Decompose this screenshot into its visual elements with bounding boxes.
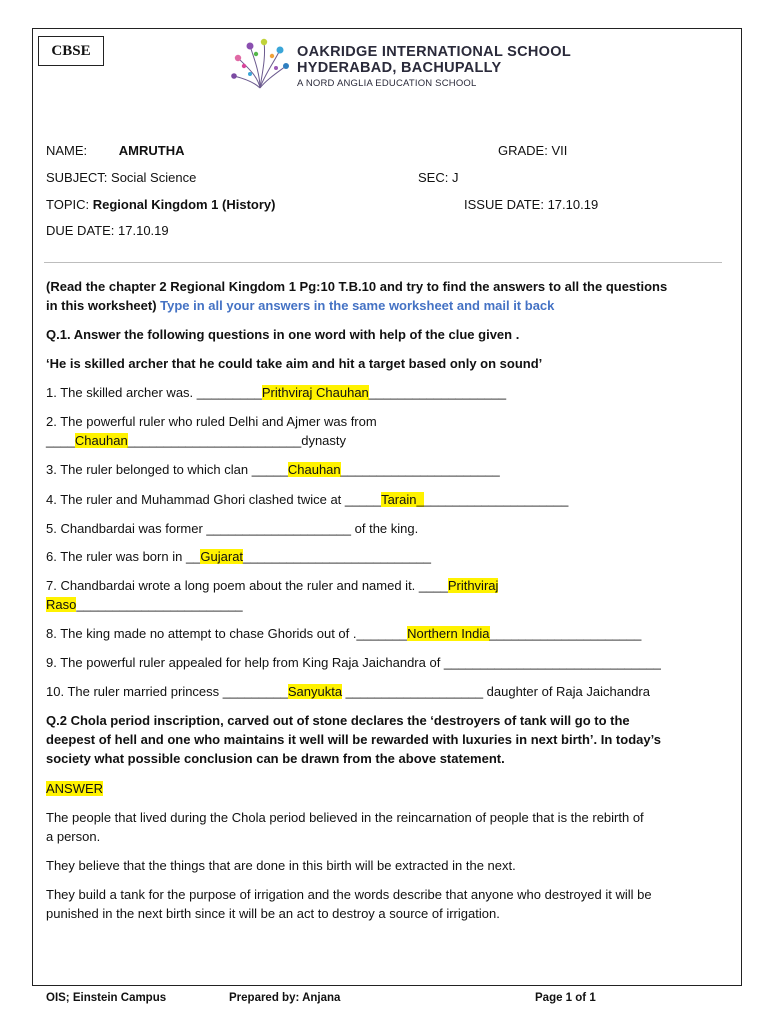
answer-text[interactable]: Gujarat [200,549,244,564]
q1-item-10 [46,683,650,700]
answer-text[interactable]: Raso [46,597,77,612]
school-header [297,44,571,92]
instructions-highlight: Type in all your answers in the same worksheet and mail it back [160,298,555,313]
school-location: HYDERABAD, BACHUPALLY [297,60,502,76]
question-text: 3. The ruler belonged to which clan _____ [46,462,288,477]
topic-value: Regional Kingdom 1 (History) [92,197,276,212]
answer-text[interactable]: Northern India [407,626,490,641]
blank-line: ____ [46,433,75,448]
instructions-line-2 [46,297,554,314]
question-text: ___________________ daughter of Raja Jaichandra [342,684,650,699]
name-label: NAME: [46,143,88,158]
school-name: OAKRIDGE INTERNATIONAL SCHOOL [297,44,571,60]
due-date-label: DUE DATE: [46,223,115,238]
blank-line: ____________________ [423,492,569,507]
q1-item-2-cont [46,432,346,449]
question-text: 1. The skilled archer was. _________ [46,385,262,400]
issue-date-value: 17.10.19 [547,197,599,212]
q2-line-1: Q.2 Chola period inscription, carved out of stone declares the ‘destroyers of tank will go to the [46,713,630,728]
question-text: 4. The ruler and Muhammad Ghori clashed twice at _____ [46,492,382,507]
school-logo-icon [228,36,292,92]
q1-heading: Q.1. Answer the following questions in one word with help of the clue given . [46,327,520,342]
question-text: 10. The ruler married princess _________ [46,684,288,699]
question-text: 2. The powerful ruler who ruled Delhi and Ajmer was from [46,414,377,429]
question-text: 5. Chandbardai was former ____________________ of the king. [46,521,419,536]
q1-item-2 [46,413,377,430]
footer-page-number: Page 1 of 1 [535,992,596,1004]
issue-date-label: ISSUE DATE: [464,197,544,212]
subject-field [46,169,196,186]
q2-line-2: deepest of hell and one who maintains it well will be rewarded with luxuries in next birth’. In today’s [46,732,661,747]
q1-item-1 [46,384,506,401]
answer-para-3-cont[interactable]: punished in the next birth since it will be an act to destroy a source of irrigation. [46,906,500,921]
question-text: 6. The ruler was born in __ [46,549,201,564]
q1-item-6 [46,548,431,565]
school-tagline: A NORD ANGLIA EDUCATION SCHOOL [297,78,477,89]
section-field: SEC: J [418,170,459,185]
answer-text[interactable]: Sanyukta [287,684,343,699]
blank-line: __________________________ [243,549,432,564]
question-text: 7. Chandbardai wrote a long poem about the ruler and named it. ____ [46,578,448,593]
issue-date-field [464,196,598,213]
answer-heading [46,780,103,797]
blank-line: ______________________ [340,462,500,477]
blank-line: _______________________ [76,597,243,612]
question-text: 8. The king made no attempt to chase Ghorids out of ._______ [46,626,408,641]
due-date-field [46,222,169,239]
topic-field [46,196,275,213]
divider [44,262,722,263]
subject-value: Social Science [111,170,197,185]
grade-field: GRADE: VII [498,143,568,158]
answer-para-2[interactable]: They believe that the things that are done in this birth will be extracted in the next. [46,858,516,873]
q1-item-7-cont [46,596,243,613]
q1-item-3 [46,461,500,478]
q1-item-9 [46,654,661,671]
name-value: AMRUTHA [118,143,185,158]
answer-label: ANSWER [46,781,104,796]
instructions-text: in this worksheet) [46,298,157,313]
blank-line: _____________________ [489,626,642,641]
answer-text[interactable]: Chauhan [287,462,341,477]
q1-item-5 [46,520,418,537]
topic-label: TOPIC: [46,197,90,212]
answer-text[interactable]: Tarain_ [381,492,424,507]
blank-line: ___________________ [368,385,507,400]
answer-text[interactable]: Chauhan [74,433,128,448]
due-date-value: 17.10.19 [118,223,169,238]
question-text: 9. The powerful ruler appealed for help from King Raja Jaichandra of ______________________________ [46,655,661,670]
question-text: ________________________dynasty [127,433,347,448]
answer-text[interactable]: Prithviraj Chauhan [261,385,369,400]
footer-prepared-by: Prepared by: Anjana [229,992,341,1004]
subject-label: SUBJECT: [46,170,108,185]
cbse-badge: CBSE [38,36,104,66]
answer-para-1-cont[interactable]: a person. [46,829,101,844]
q2-line-3: society what possible conclusion can be drawn from the above statement. [46,751,505,766]
footer-campus: OIS; Einstein Campus [46,992,167,1004]
q1-clue: ‘He is skilled archer that he could take aim and hit a target based only on sound’ [46,356,543,371]
q1-item-8 [46,625,641,642]
answer-para-1[interactable]: The people that lived during the Chola period believed in the reincarnation of people that is the rebirth of [46,810,644,825]
name-field [46,142,185,159]
instructions-line-1: (Read the chapter 2 Regional Kingdom 1 Pg:10 T.B.10 and try to find the answers to all the questions [46,279,668,294]
q1-item-4 [46,491,568,508]
answer-text[interactable]: Prithviraj [447,578,499,593]
q1-item-7 [46,577,498,594]
answer-para-3[interactable]: They build a tank for the purpose of irrigation and the words describe that anyone who destroyed it will be [46,887,652,902]
